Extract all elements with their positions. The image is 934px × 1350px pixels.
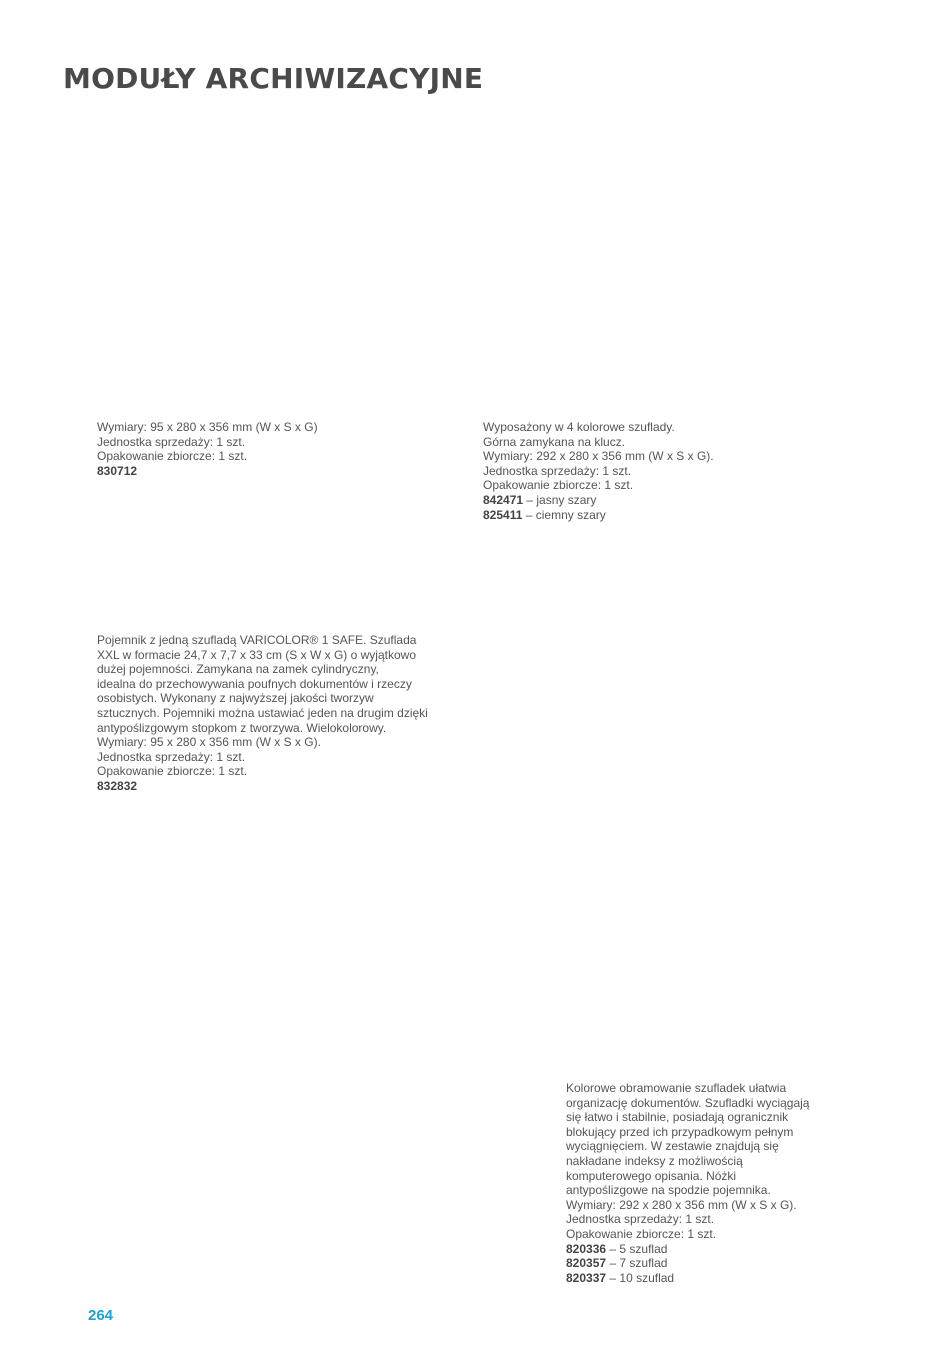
description-line: blokujący przed ich przypadkowym pełnym: [566, 1124, 794, 1139]
product-code-line: [566, 1271, 816, 1286]
description-line: Pojemnik z jedną szufladą VARICOLOR® 1 SAFE. Szuflada: [97, 633, 417, 647]
product-variant: – 7 szuflad: [606, 1256, 668, 1271]
description-line: organizację dokumentów. Szufladki wyciągają: [566, 1095, 810, 1110]
description-line: Górna zamykana na klucz.: [483, 434, 626, 449]
product-variant: – jasny szary: [523, 492, 597, 507]
description-line: Wymiary: 292 x 280 x 356 mm (W x S x G).: [566, 1197, 797, 1212]
product-code: 842471: [483, 492, 524, 507]
description-line: wyciągnięciem. W zestawie znajdują się: [566, 1139, 779, 1154]
product-code: 825411: [483, 507, 523, 522]
description-line: Jednostka sprzedaży: 1 szt.: [97, 434, 246, 449]
product-code: 820357: [566, 1256, 607, 1271]
product-description-3: [97, 633, 437, 794]
product-code-line: [483, 493, 813, 508]
product-code-line: [97, 779, 437, 794]
description-line: Jednostka sprzedaży: 1 szt.: [483, 463, 632, 478]
product-code-line: [97, 464, 427, 479]
product-code-line: [566, 1256, 816, 1271]
product-variant: – 5 szuflad: [606, 1241, 668, 1256]
product-code: 820336: [566, 1241, 607, 1256]
description-line: komputerowego opisania. Nóżki: [566, 1168, 737, 1183]
description-line: Wymiary: 95 x 280 x 356 mm (W x S x G).: [97, 735, 321, 750]
description-line: idealna do przechowywania poufnych dokumentów i rzeczy: [97, 676, 412, 691]
product-variant: – 10 szuflad: [606, 1270, 675, 1285]
description-line: Wyposażony w 4 kolorowe szuflady.: [483, 420, 675, 434]
product-code-line: [483, 508, 813, 523]
product-description-4: [566, 1081, 816, 1285]
description-line: Wymiary: 95 x 280 x 356 mm (W x S x G): [97, 420, 318, 434]
description-line: antypoślizgowe na spodzie pojemnika.: [566, 1183, 771, 1198]
description-line: Opakowanie zbiorcze: 1 szt.: [483, 478, 634, 493]
description-line: antypoślizgowym stopkom z tworzywa. Wielokolorowy.: [97, 720, 387, 735]
description-line: Jednostka sprzedaży: 1 szt.: [97, 749, 246, 764]
description-line: Opakowanie zbiorcze: 1 szt.: [97, 764, 248, 779]
product-code: 832832: [97, 778, 138, 793]
product-description-1: [97, 420, 427, 478]
description-line: dużej pojemności. Zamykana na zamek cylindryczny,: [97, 662, 379, 677]
product-code: 830712: [97, 463, 138, 478]
product-variant: – ciemny szary: [522, 507, 606, 522]
page-title: MODUŁY ARCHIWIZACYJNE: [63, 62, 484, 95]
product-code: 820337: [566, 1270, 607, 1285]
description-line: się łatwo i stabilnie, posiadają ogranicznik: [566, 1110, 789, 1125]
description-line: Kolorowe obramowanie szufladek ułatwia: [566, 1081, 787, 1095]
description-line: Opakowanie zbiorcze: 1 szt.: [97, 449, 248, 464]
description-line: Opakowanie zbiorcze: 1 szt.: [566, 1226, 717, 1241]
description-line: nakładane indeksy z możliwością: [566, 1153, 743, 1168]
description-line: osobistych. Wykonany z najwyższej jakości tworzyw: [97, 691, 374, 706]
description-line: Wymiary: 292 x 280 x 356 mm (W x S x G).: [483, 449, 714, 464]
description-line: Jednostka sprzedaży: 1 szt.: [566, 1212, 715, 1227]
description-line: XXL w formacie 24,7 x 7,7 x 33 cm (S x W x G) o wyjątkowo: [97, 647, 416, 662]
description-line: sztucznych. Pojemniki można ustawiać jeden na drugim dzięki: [97, 705, 428, 720]
product-description-2: [483, 420, 813, 522]
product-code-line: [566, 1242, 816, 1257]
page-number: 264: [88, 1307, 114, 1324]
